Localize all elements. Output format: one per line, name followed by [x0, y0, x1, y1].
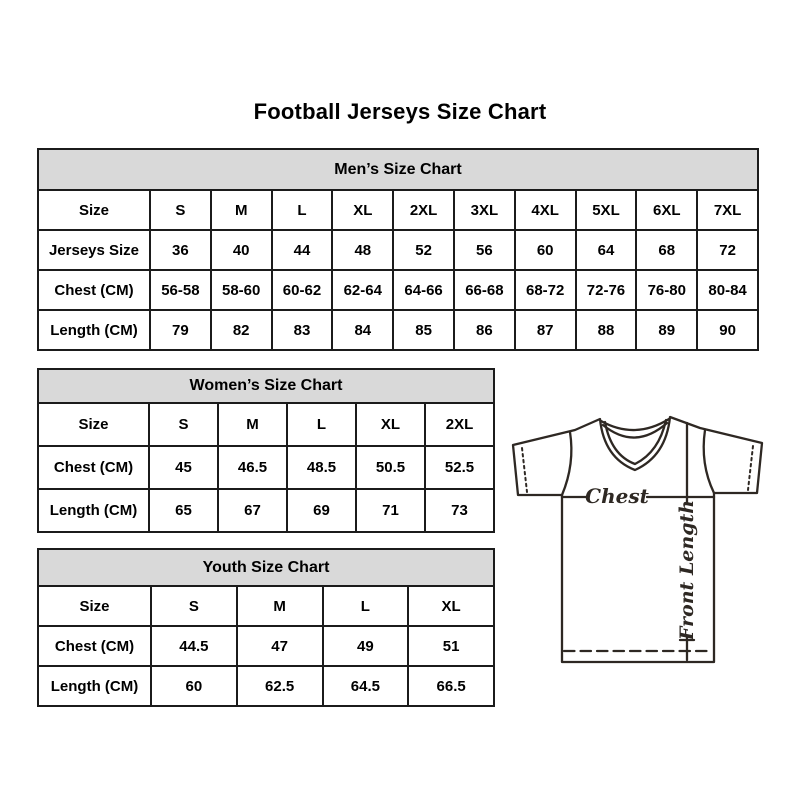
front-length-label: Front Length: [676, 499, 698, 641]
table-row: [38, 310, 758, 350]
table-header-row: [38, 586, 494, 626]
row-label: Length (CM): [38, 489, 149, 532]
table-cell: 67: [218, 489, 287, 532]
table-row: [38, 626, 494, 666]
table-cell: 46.5: [218, 446, 287, 489]
table-cell: 72-76: [576, 270, 637, 310]
table-cell: 79: [150, 310, 211, 350]
column-header: 7XL: [697, 190, 758, 230]
column-header: XL: [332, 190, 393, 230]
table-cell: 60: [515, 230, 576, 270]
left-sleeve-measure-dotted-line: [522, 448, 527, 492]
table-cell: 72: [697, 230, 758, 270]
table-cell: 50.5: [356, 446, 425, 489]
table-cell: 40: [211, 230, 272, 270]
table-cell: 52: [393, 230, 454, 270]
table-cell: 60: [151, 666, 237, 706]
table-cell: 60-62: [272, 270, 333, 310]
table-cell: 66-68: [454, 270, 515, 310]
table-cell: 62.5: [237, 666, 323, 706]
chest-label: Chest: [585, 484, 649, 508]
table-cell: 44: [272, 230, 333, 270]
table-cell: 68: [636, 230, 697, 270]
table-row: [38, 666, 494, 706]
table-cell: 87: [515, 310, 576, 350]
table-cell: 83: [272, 310, 333, 350]
table-title: Women’s Size Chart: [38, 369, 494, 403]
column-header: 5XL: [576, 190, 637, 230]
womens-size-table: [37, 368, 495, 533]
column-header: 2XL: [393, 190, 454, 230]
table-cell: 64: [576, 230, 637, 270]
right-sleeve-measure-dotted-line: [748, 446, 753, 490]
column-header: Size: [38, 403, 149, 446]
column-header: L: [287, 403, 356, 446]
table-cell: 36: [150, 230, 211, 270]
row-label: Jerseys Size: [38, 230, 150, 270]
table-cell: 71: [356, 489, 425, 532]
table-row: [38, 230, 758, 270]
row-label: Length (CM): [38, 310, 150, 350]
table-title-row: [38, 149, 758, 190]
table-cell: 65: [149, 489, 218, 532]
table-row: [38, 489, 494, 532]
column-header: M: [237, 586, 323, 626]
row-label: Chest (CM): [38, 270, 150, 310]
table-cell: 45: [149, 446, 218, 489]
youth-size-table: [37, 548, 495, 707]
column-header: L: [323, 586, 409, 626]
table-title-row: [38, 549, 494, 586]
table-cell: 82: [211, 310, 272, 350]
column-header: L: [272, 190, 333, 230]
table-cell: 48: [332, 230, 393, 270]
table-title: Men’s Size Chart: [38, 149, 758, 190]
table-cell: 64-66: [393, 270, 454, 310]
table-cell: 66.5: [408, 666, 494, 706]
table-cell: 52.5: [425, 446, 494, 489]
table-cell: 49: [323, 626, 409, 666]
page-title: Football Jerseys Size Chart: [253, 99, 547, 124]
table-cell: 56-58: [150, 270, 211, 310]
table-cell: 64.5: [323, 666, 409, 706]
jersey-outline: [513, 417, 762, 662]
column-header: Size: [38, 586, 151, 626]
table-cell: 56: [454, 230, 515, 270]
column-header: 4XL: [515, 190, 576, 230]
column-header: M: [218, 403, 287, 446]
column-header: Size: [38, 190, 150, 230]
left-armhole-seam: [562, 432, 571, 495]
column-header: M: [211, 190, 272, 230]
table-cell: 44.5: [151, 626, 237, 666]
column-header: 3XL: [454, 190, 515, 230]
column-header: S: [150, 190, 211, 230]
column-header: XL: [356, 403, 425, 446]
table-header-row: [38, 190, 758, 230]
row-label: Chest (CM): [38, 446, 149, 489]
column-header: XL: [408, 586, 494, 626]
table-title-row: [38, 369, 494, 403]
table-cell: 73: [425, 489, 494, 532]
right-armhole-seam: [704, 430, 714, 493]
table-cell: 89: [636, 310, 697, 350]
jersey-diagram: [500, 400, 780, 690]
table-title: Youth Size Chart: [38, 549, 494, 586]
table-cell: 58-60: [211, 270, 272, 310]
table-cell: 68-72: [515, 270, 576, 310]
table-cell: 76-80: [636, 270, 697, 310]
table-cell: 90: [697, 310, 758, 350]
table-cell: 47: [237, 626, 323, 666]
table-header-row: [38, 403, 494, 446]
mens-size-table: [37, 148, 759, 351]
table-row: [38, 446, 494, 489]
column-header: 2XL: [425, 403, 494, 446]
row-label: Length (CM): [38, 666, 151, 706]
column-header: S: [151, 586, 237, 626]
table-cell: 88: [576, 310, 637, 350]
row-label: Chest (CM): [38, 626, 151, 666]
table-cell: 86: [454, 310, 515, 350]
table-cell: 48.5: [287, 446, 356, 489]
table-cell: 84: [332, 310, 393, 350]
table-cell: 69: [287, 489, 356, 532]
column-header: 6XL: [636, 190, 697, 230]
column-header: S: [149, 403, 218, 446]
table-cell: 85: [393, 310, 454, 350]
table-cell: 80-84: [697, 270, 758, 310]
table-cell: 62-64: [332, 270, 393, 310]
table-cell: 51: [408, 626, 494, 666]
table-row: [38, 270, 758, 310]
